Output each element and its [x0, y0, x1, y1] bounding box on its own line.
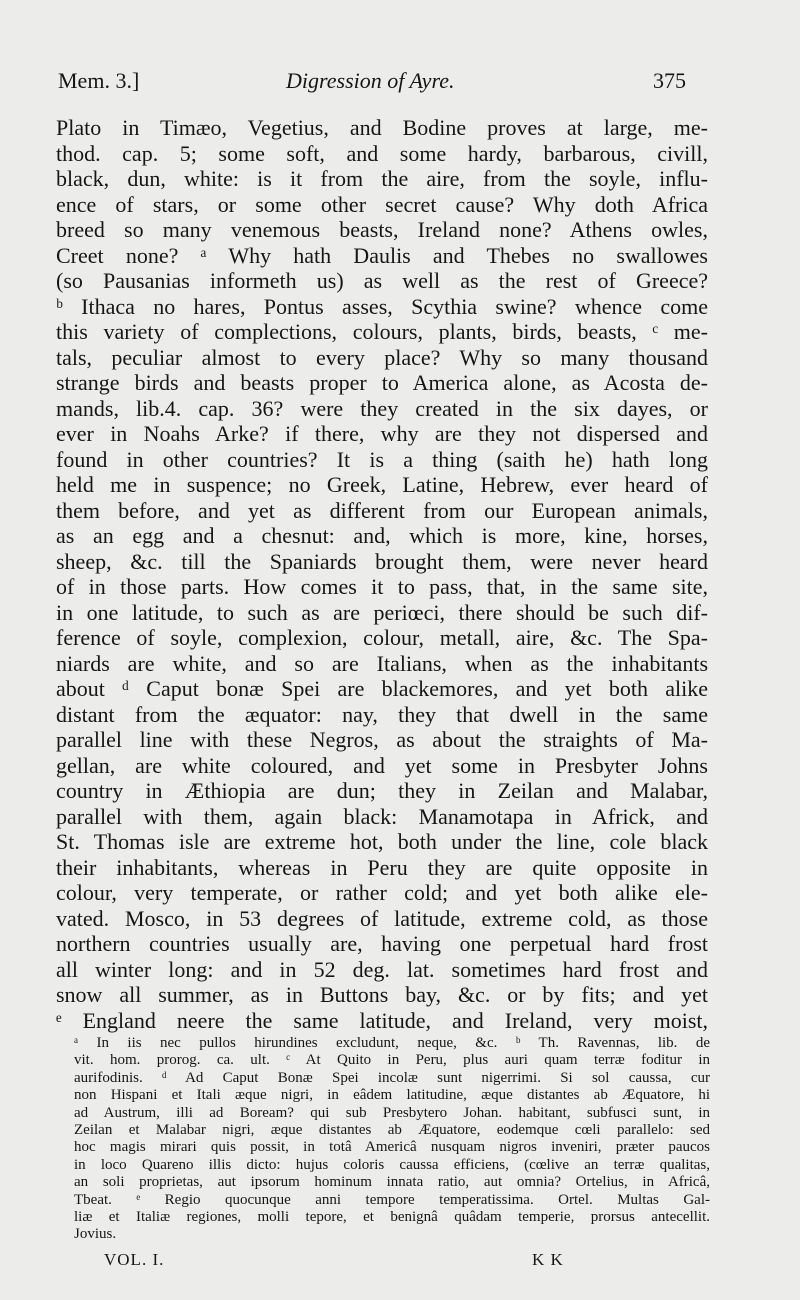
footnote-line: hoc magis mirari quis possit, in totâ Americâ nusquam nigros inveniri, præter paucos — [74, 1139, 710, 1156]
body-text — [56, 115, 708, 1033]
text-line: ence of stars, or some other secret cause? Why doth Africa — [56, 191, 708, 217]
footnote-line: aurifodinis. ᵈ Ad Caput Bonæ Spei incolæ sunt nigerrimi. Si sol caussa, cur — [74, 1069, 710, 1086]
text-line: strange birds and beasts proper to America alone, as Acosta de- — [56, 370, 708, 395]
text-line: ᵉ England neere the same latitude, and Ireland, very moist, — [56, 1007, 708, 1033]
text-line: thod. cap. 5; some soft, and some hardy, barbarous, civill, — [56, 140, 708, 166]
text-line: snow all summer, as in Buttons bay, &c. or by fits; and yet — [56, 982, 708, 1007]
text-line: as an egg and a chesnut: and, which is more, kine, horses, — [56, 523, 708, 548]
text-line: Creet none? ᵃ Why hath Daulis and Thebes no swallowes — [56, 242, 708, 268]
text-line: of in those parts. How comes it to pass, that, in the same site, — [56, 574, 708, 599]
text-line: St. Thomas isle are extreme hot, both under the line, cole black — [56, 829, 708, 854]
text-line: parallel with them, again black: Manamotapa in Africk, and — [56, 803, 708, 829]
text-line: niards are white, and so are Italians, when as the inhabitants — [56, 650, 708, 676]
footnote-line: an soli proprietas, aut ipsorum hominum innata ratio, aut omnia? Ortelius, in Africâ, — [74, 1174, 710, 1191]
text-line: breed so many venemous beasts, Ireland none? Athens owles, — [56, 217, 708, 242]
footnote-line: liæ et Italiæ regiones, molli tepore, et benignâ quâdam temperie, prorsus antecellit. — [74, 1209, 710, 1226]
footnote-line: vit. hom. prorog. ca. ult. ᶜ At Quito in Peru, plus auri quam terræ foditur in — [74, 1052, 710, 1069]
text-line: them before, and yet as different from our European animals, — [56, 497, 708, 523]
footnote-line: non Hispani et Itali æque nigri, in eâdem latitudine, æque distantes ab Æquatore, hi — [74, 1087, 710, 1104]
footnote-line: ad Austrum, illi ad Boream? qui sub Presbytero Johan. habitant, subfusci sunt, in — [74, 1104, 710, 1121]
volume-signature: VOL. I. — [104, 1250, 165, 1269]
footnote-line: Zeilan et Malabar nigri, æque distantes ab Æquatore, eodemque cœli parallelo: sed — [74, 1122, 710, 1139]
text-line: tals, peculiar almost to every place? Why so many thousand — [56, 344, 708, 370]
text-line: ever in Noahs Arke? if there, why are they not dispersed and — [56, 421, 708, 446]
text-line: mands, lib.4. cap. 36? were they created in the six dayes, or — [56, 395, 708, 421]
text-line: found in other countries? It is a thing (saith he) hath long — [56, 446, 708, 472]
text-line: ᵇ Ithaca no hares, Pontus asses, Scythia swine? whence come — [56, 293, 708, 319]
page-footer — [104, 1250, 604, 1274]
text-line: Plato in Timæo, Vegetius, and Bodine proves at large, me- — [56, 115, 708, 140]
text-line: country in Æthiopia are dun; they in Zeilan and Malabar, — [56, 778, 708, 803]
header-title: Digression of Ayre. — [286, 68, 455, 93]
text-line: in one latitude, to such as are periœci, there should be such dif- — [56, 599, 708, 625]
text-line: all winter long: and in 52 deg. lat. sometimes hard frost and — [56, 956, 708, 982]
header-section-mark: Mem. 3.] — [58, 68, 140, 93]
footnote-line: ᵃ In iis nec pullos hirundines excludunt, neque, &c. ᵇ Th. Ravennas, lib. de — [74, 1035, 710, 1051]
text-line: northern countries usually are, having one perpetual hard frost — [56, 931, 708, 956]
text-line: distant from the æquator: nay, they that dwell in the same — [56, 701, 708, 727]
text-line: held me in suspence; no Greek, Latine, Hebrew, ever heard of — [56, 472, 708, 497]
text-line: black, dun, white: is it from the aire, from the soyle, influ- — [56, 166, 708, 191]
running-header — [58, 68, 690, 100]
text-line: colour, very temperate, or rather cold; and yet both alike ele- — [56, 880, 708, 905]
text-line: gellan, are white coloured, and yet some in Presbyter Johns — [56, 752, 708, 778]
footnote-line: Jovius. — [74, 1226, 117, 1243]
footnote-line: in loco Quareno illis dicto: hujus coloris caussa efficiens, (cœlive an terræ qualitas, — [74, 1156, 710, 1173]
footnote-line: Tbeat. ᵉ Regio quocunque anni tempore temperatissima. Ortel. Multas Gal- — [74, 1191, 710, 1208]
text-line: ference of soyle, complexion, colour, metall, aire, &c. The Spa- — [56, 625, 708, 650]
page-number: 375 — [653, 68, 686, 93]
gathering-signature: K K — [532, 1250, 564, 1269]
text-line: their inhabitants, whereas in Peru they are quite opposite in — [56, 854, 708, 880]
text-line: sheep, &c. till the Spaniards brought them, were never heard — [56, 548, 708, 574]
text-line: parallel line with these Negros, as about the straights of Ma- — [56, 727, 708, 752]
text-line: vated. Mosco, in 53 degrees of latitude, extreme cold, as those — [56, 905, 708, 931]
footnotes — [74, 1035, 710, 1244]
text-line: this variety of complections, colours, plants, birds, beasts, ᶜ me- — [56, 319, 708, 344]
text-line: (so Pausanias informeth us) as well as the rest of Greece? — [56, 268, 708, 293]
text-line: about ᵈ Caput bonæ Spei are blackemores, and yet both alike — [56, 676, 708, 701]
